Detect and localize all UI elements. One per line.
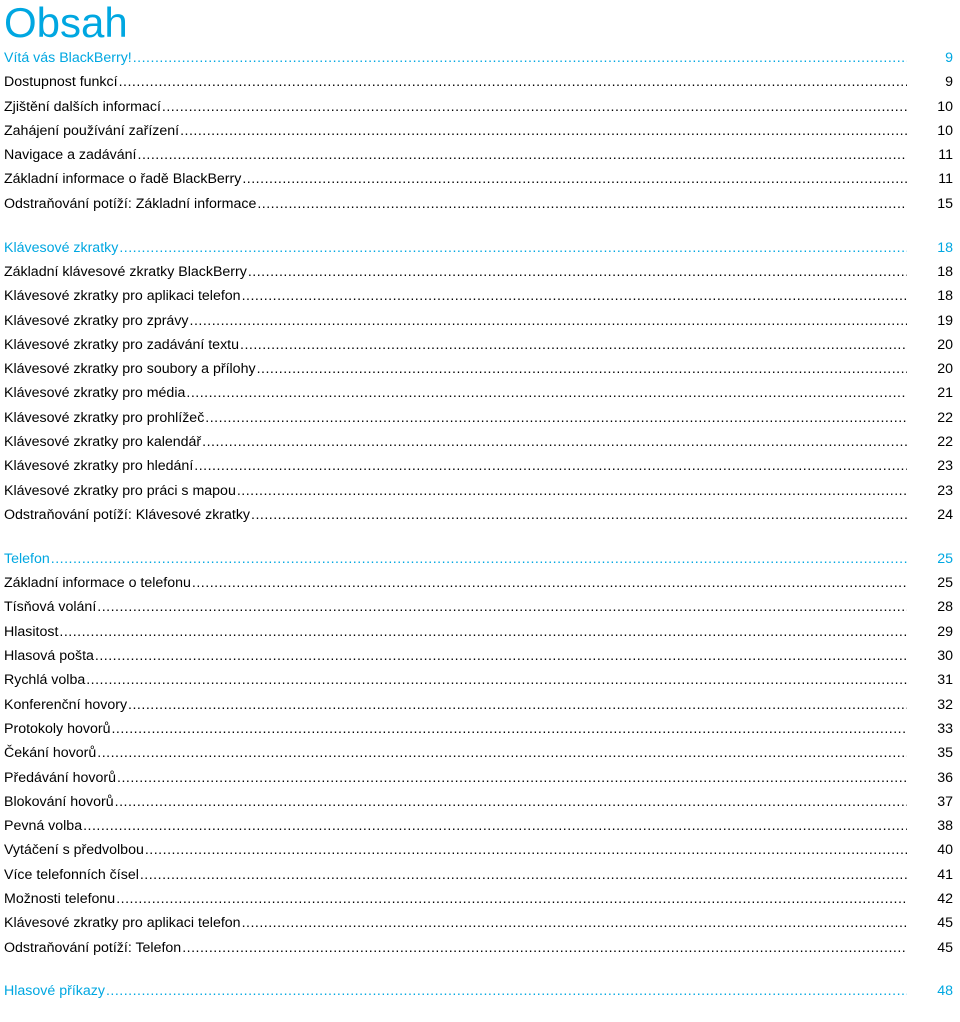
toc-page [4, 0, 953, 1004]
toc-entry[interactable] [4, 571, 953, 595]
toc-entry-page-number[interactable]: 29 [937, 623, 953, 640]
toc-section-heading[interactable] [4, 236, 953, 260]
toc-entry-label[interactable]: Klávesové zkratky pro aplikaci telefon [4, 288, 241, 305]
toc-entry[interactable] [4, 595, 953, 619]
toc-entry-page-number[interactable]: 9 [945, 74, 953, 91]
toc-entry-page-number[interactable]: 36 [937, 769, 953, 786]
toc-entry-label[interactable]: Klávesové zkratky pro soubory a přílohy [4, 361, 256, 378]
dot-leader [240, 333, 907, 357]
toc-entry-page-number[interactable]: 19 [937, 312, 953, 329]
toc-entry-page-number[interactable]: 42 [937, 890, 953, 907]
toc-entry-page-number[interactable]: 30 [937, 648, 953, 665]
section-gap [4, 960, 953, 980]
toc-entry[interactable] [4, 838, 953, 862]
dot-leader [119, 70, 907, 94]
section-gap [4, 216, 953, 236]
dot-leader [97, 595, 907, 619]
toc-entry-label[interactable]: Zahájení používání zařízení [4, 122, 180, 139]
dot-leader [242, 911, 907, 935]
toc-entry-page-number[interactable]: 11 [938, 171, 953, 188]
toc-entry-page-number[interactable]: 24 [937, 506, 953, 523]
toc-entry[interactable] [4, 620, 953, 644]
toc-entry[interactable] [4, 406, 953, 430]
dot-leader [128, 693, 907, 717]
toc-section-heading[interactable] [4, 547, 953, 571]
toc-entry-page-number[interactable]: 23 [937, 482, 953, 499]
toc-entry-label[interactable]: Základní klávesové zkratky BlackBerry [4, 263, 247, 280]
dot-leader [119, 236, 907, 260]
toc-entry-label[interactable]: Blokování hovorů [4, 793, 114, 810]
toc-section [4, 46, 953, 216]
toc-entry-page-number[interactable]: 20 [937, 361, 953, 378]
toc-entry-label[interactable]: Odstraňování potíží: Telefon [4, 939, 182, 956]
dot-leader [162, 95, 907, 119]
toc-entry-page-number[interactable]: 23 [937, 458, 953, 475]
toc-entry-label[interactable]: Klávesové zkratky pro zprávy [4, 312, 189, 329]
toc-entry-label[interactable]: Možnosti telefonu [4, 890, 116, 907]
toc-entry-page-number[interactable]: 20 [937, 336, 953, 353]
toc-entry[interactable] [4, 911, 953, 935]
dot-leader [97, 741, 907, 765]
toc-entry[interactable] [4, 70, 953, 94]
dot-leader [180, 119, 907, 143]
dot-leader [242, 167, 907, 191]
toc-entry-page-number[interactable]: 28 [937, 599, 953, 616]
toc-entry-label[interactable]: Klávesové zkratky pro média [4, 385, 186, 402]
toc-entry-label[interactable]: Odstraňování potíží: Klávesové zkratky [4, 506, 251, 523]
dot-leader [116, 887, 907, 911]
toc-entry-page-number[interactable]: 22 [937, 434, 953, 451]
toc-entry[interactable] [4, 143, 953, 167]
toc-entry-label[interactable]: Hlasitost [4, 623, 59, 640]
toc-entry-label[interactable]: Zjištění dalších informací [4, 98, 161, 115]
dot-leader [237, 479, 907, 503]
toc-heading-page-number[interactable]: 25 [937, 550, 953, 567]
toc-heading-page-number[interactable]: 18 [937, 239, 953, 256]
toc-entry-label[interactable]: Tísňová volání [4, 599, 97, 616]
toc-entry[interactable] [4, 814, 953, 838]
toc-heading-page-number[interactable]: 48 [937, 983, 953, 1000]
toc-entry-label[interactable]: Klávesové zkratky pro zadávání textu [4, 336, 240, 353]
toc-entry-page-number[interactable]: 11 [938, 147, 953, 164]
toc-entry[interactable] [4, 717, 953, 741]
toc-entry[interactable] [4, 668, 953, 692]
toc-entry-page-number[interactable]: 22 [937, 409, 953, 426]
toc-entry-page-number[interactable]: 21 [937, 385, 953, 402]
dot-leader [95, 644, 907, 668]
toc-heading-page-number[interactable]: 9 [945, 50, 953, 66]
toc-entry[interactable] [4, 430, 953, 454]
toc-entry-label[interactable]: Klávesové zkratky pro prohlížeč [4, 409, 205, 426]
toc-entry-page-number[interactable]: 35 [937, 745, 953, 762]
toc-entry[interactable] [4, 454, 953, 478]
toc-entry-page-number[interactable]: 38 [937, 818, 953, 835]
toc-heading-label[interactable]: Klávesové zkratky [4, 239, 119, 256]
dot-leader [257, 192, 907, 216]
toc-entry-label[interactable]: Předávání hovorů [4, 769, 116, 786]
toc-entry[interactable] [4, 119, 953, 143]
toc-entry[interactable] [4, 766, 953, 790]
toc-entry-label[interactable]: Čekání hovorů [4, 745, 97, 762]
toc-entry-label[interactable]: Základní informace o řadě BlackBerry [4, 171, 242, 188]
toc-entry-label[interactable]: Hlasová pošta [4, 648, 94, 665]
dot-leader [138, 143, 907, 167]
dot-leader [86, 668, 907, 692]
dot-leader [257, 357, 907, 381]
toc-entry[interactable] [4, 503, 953, 527]
dot-leader [117, 766, 907, 790]
dot-leader [111, 717, 907, 741]
toc-entry-label[interactable]: Odstraňování potíží: Základní informace [4, 195, 257, 212]
toc-heading-label[interactable]: Vítá vás BlackBerry! [4, 50, 132, 66]
toc-heading-label[interactable]: Telefon [4, 550, 50, 567]
toc-entry-page-number[interactable]: 40 [937, 842, 953, 859]
toc-entry-page-number[interactable]: 31 [937, 672, 953, 689]
table-of-contents [4, 46, 953, 1004]
toc-section [4, 979, 953, 1003]
dot-leader [115, 790, 907, 814]
dot-leader [205, 406, 907, 430]
toc-entry-page-number[interactable]: 18 [937, 288, 953, 305]
toc-entry-label[interactable]: Klávesové zkratky pro aplikaci telefon [4, 915, 241, 932]
toc-entry-page-number[interactable]: 15 [937, 195, 953, 212]
toc-entry-page-number[interactable]: 33 [937, 720, 953, 737]
toc-entry-page-number[interactable]: 41 [937, 866, 953, 883]
toc-entry[interactable] [4, 644, 953, 668]
toc-entry[interactable] [4, 887, 953, 911]
dot-leader [106, 979, 907, 1003]
section-gap [4, 527, 953, 547]
toc-entry[interactable] [4, 479, 953, 503]
toc-entry[interactable] [4, 260, 953, 284]
toc-entry[interactable] [4, 693, 953, 717]
dot-leader [248, 260, 907, 284]
toc-entry-label[interactable]: Klávesové zkratky pro kalendář [4, 434, 202, 451]
toc-entry[interactable] [4, 95, 953, 119]
toc-entry[interactable] [4, 284, 953, 308]
dot-leader [59, 620, 907, 644]
page-title: Obsah [4, 0, 128, 46]
dot-leader [186, 381, 907, 405]
toc-section-heading[interactable] [4, 46, 953, 70]
toc-entry-label[interactable]: Rychlá volba [4, 672, 86, 689]
toc-entry[interactable] [4, 381, 953, 405]
dot-leader [242, 284, 907, 308]
toc-entry[interactable] [4, 192, 953, 216]
toc-section [4, 547, 953, 960]
dot-leader [83, 814, 907, 838]
dot-leader [51, 547, 907, 571]
toc-entry-page-number[interactable]: 45 [937, 915, 953, 932]
toc-section-heading[interactable] [4, 979, 953, 1003]
toc-entry[interactable] [4, 309, 953, 333]
toc-entry-page-number[interactable]: 18 [937, 263, 953, 280]
dot-leader [145, 838, 907, 862]
toc-entry-page-number[interactable]: 32 [937, 696, 953, 713]
toc-entry-label[interactable]: Více telefonních čísel [4, 866, 139, 883]
toc-entry[interactable] [4, 167, 953, 191]
toc-entry-label[interactable]: Vytáčení s předvolbou [4, 842, 144, 859]
toc-entry-label[interactable]: Pevná volba [4, 818, 83, 835]
toc-entry[interactable] [4, 863, 953, 887]
toc-entry-label[interactable]: Dostupnost funkcí [4, 74, 118, 91]
toc-entry[interactable] [4, 936, 953, 960]
toc-entry-label[interactable]: Protokoly hovorů [4, 720, 111, 737]
dot-leader [202, 430, 907, 454]
toc-entry-page-number[interactable]: 25 [937, 575, 953, 592]
dot-leader [133, 46, 907, 70]
toc-entry-label[interactable]: Navigace a zadávání [4, 147, 137, 164]
dot-leader [140, 863, 907, 887]
toc-entry-page-number[interactable]: 10 [937, 122, 953, 139]
toc-entry[interactable] [4, 357, 953, 381]
toc-heading-label[interactable]: Hlasové příkazy [4, 983, 105, 1000]
toc-entry-label[interactable]: Základní informace o telefonu [4, 575, 191, 592]
toc-entry-page-number[interactable]: 45 [937, 939, 953, 956]
toc-entry-page-number[interactable]: 37 [937, 793, 953, 810]
toc-entry-page-number[interactable]: 10 [937, 98, 953, 115]
dot-leader [194, 454, 907, 478]
toc-entry[interactable] [4, 741, 953, 765]
toc-entry-label[interactable]: Konferenční hovory [4, 696, 128, 713]
toc-entry-label[interactable]: Klávesové zkratky pro hledání [4, 458, 194, 475]
dot-leader [251, 503, 907, 527]
dot-leader [190, 309, 907, 333]
toc-entry[interactable] [4, 333, 953, 357]
dot-leader [182, 936, 907, 960]
toc-section [4, 236, 953, 528]
dot-leader [192, 571, 907, 595]
toc-entry[interactable] [4, 790, 953, 814]
toc-entry-label[interactable]: Klávesové zkratky pro práci s mapou [4, 482, 236, 499]
